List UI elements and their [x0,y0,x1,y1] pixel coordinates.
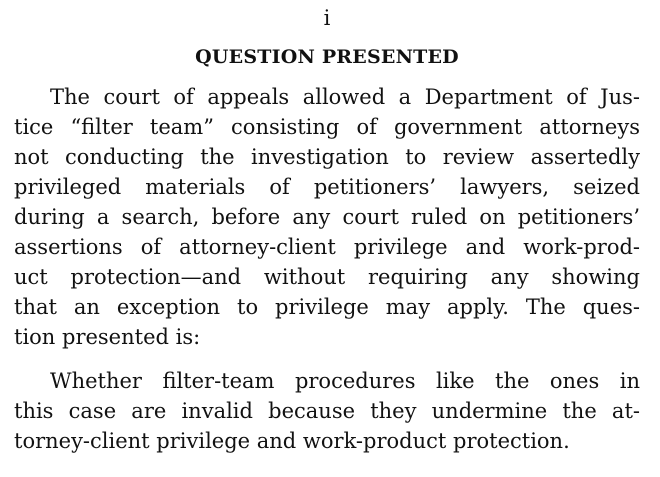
text-line: tice “filter team” consisting of government attorneys [14,115,640,139]
text-line: uct protection—and without requiring any showing [14,265,640,289]
section-heading: QUESTION PRESENTED [195,46,459,68]
text-line: privileged materials of petitioners’ lawyers, seized [14,175,640,199]
text-line: that an exception to privilege may apply. The ques- [14,295,640,319]
text-line: this case are invalid because they undermine the at- [14,399,640,423]
page-number: i [323,6,331,30]
question-paragraph [14,366,640,456]
text-line: assertions of attorney-client privilege and work-prod- [14,235,640,259]
text-line: tion presented is: [14,325,201,349]
text-line: during a search, before any court ruled on petitioners’ [14,205,640,229]
question-intro-paragraph [14,82,640,352]
document-page [14,4,640,456]
text-line: not conducting the investigation to review assertedly [14,145,640,169]
text-line: Whether filter-team procedures like the ones in [50,369,640,393]
text-line: torney-client privilege and work-product protection. [14,429,570,453]
text-line: The court of appeals allowed a Department of Jus- [50,85,640,109]
